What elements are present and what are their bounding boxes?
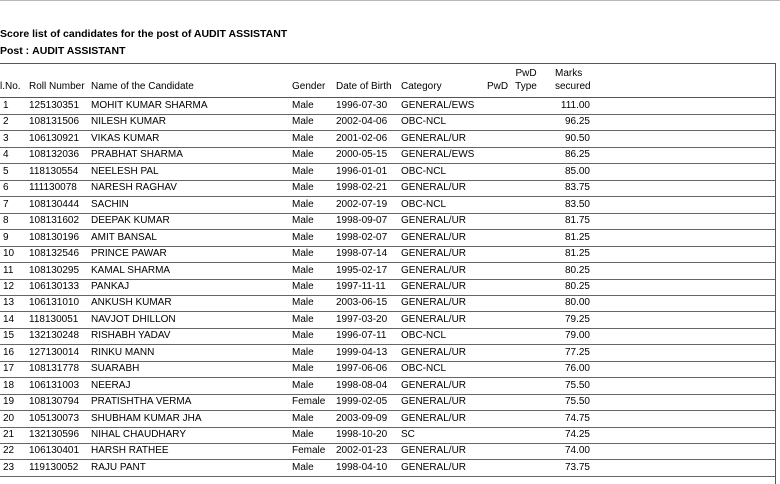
cell-marks: 75.50 bbox=[564, 396, 590, 408]
cell-category: GENERAL/UR bbox=[401, 346, 467, 358]
table-row bbox=[0, 427, 775, 444]
cell-gender: Male bbox=[292, 116, 314, 128]
cell-roll-number: 106131003 bbox=[29, 379, 80, 391]
cell-marks: 96.25 bbox=[564, 116, 590, 128]
table-row bbox=[0, 328, 775, 345]
document-title: Score list of candidates for the post of AUDIT ASSISTANT bbox=[0, 28, 288, 40]
cell-gender: Male bbox=[292, 231, 314, 243]
cell-marks: 81.25 bbox=[564, 248, 590, 260]
header-candidate-name: Name of the Candidate bbox=[91, 81, 194, 92]
cell-marks: 86.25 bbox=[564, 149, 590, 161]
cell-candidate-name: RAJU PANT bbox=[91, 461, 146, 473]
cell-gender: Male bbox=[292, 330, 314, 342]
cell-marks: 76.00 bbox=[564, 363, 590, 375]
table-row bbox=[0, 411, 775, 428]
cell-gender: Male bbox=[292, 461, 314, 473]
cell-sno: 5 bbox=[3, 165, 9, 177]
table-row bbox=[0, 295, 775, 312]
cell-sno: 23 bbox=[3, 461, 15, 473]
cell-category: OBC-NCL bbox=[401, 198, 447, 210]
cell-sno: 19 bbox=[3, 396, 15, 408]
cell-gender: Male bbox=[292, 100, 314, 111]
table-header bbox=[0, 64, 775, 98]
cell-date-of-birth: 2002-07-19 bbox=[336, 198, 388, 210]
cell-sno: 12 bbox=[3, 280, 15, 292]
cell-gender: Male bbox=[292, 297, 314, 309]
cell-roll-number: 105130073 bbox=[29, 412, 80, 424]
cell-marks: 73.75 bbox=[564, 461, 590, 473]
cell-category: GENERAL/UR bbox=[401, 132, 467, 144]
cell-category: OBC-NCL bbox=[401, 116, 447, 128]
page-top-rule bbox=[0, 0, 780, 1]
cell-sno: 13 bbox=[3, 297, 15, 309]
cell-candidate-name: KAMAL SHARMA bbox=[91, 264, 171, 276]
cell-sno: 9 bbox=[3, 231, 9, 243]
cell-marks: 74.25 bbox=[564, 429, 590, 440]
cell-date-of-birth: 1998-09-07 bbox=[336, 215, 388, 227]
cell-gender: Male bbox=[292, 165, 314, 177]
cell-gender: Male bbox=[292, 346, 314, 358]
header-date-of-birth: Date of Birth bbox=[336, 81, 392, 92]
cell-marks: 90.50 bbox=[564, 132, 590, 144]
cell-date-of-birth: 1996-07-11 bbox=[336, 330, 387, 342]
cell-date-of-birth: 1997-03-20 bbox=[336, 313, 388, 325]
cell-sno: 18 bbox=[3, 379, 15, 391]
cell-date-of-birth: 1998-10-20 bbox=[336, 429, 388, 440]
cell-date-of-birth: 1996-07-30 bbox=[336, 100, 388, 111]
cell-candidate-name: VIKAS KUMAR bbox=[91, 132, 160, 144]
cell-roll-number: 108132036 bbox=[29, 149, 80, 161]
cell-sno: 11 bbox=[3, 264, 14, 276]
header-pwd-type-line2: Type bbox=[515, 81, 537, 92]
cell-marks: 111.00 bbox=[560, 100, 590, 111]
cell-candidate-name: MOHIT KUMAR SHARMA bbox=[91, 100, 208, 111]
cell-category: GENERAL/UR bbox=[401, 412, 467, 424]
table-row bbox=[0, 164, 775, 181]
cell-roll-number: 108131602 bbox=[29, 215, 80, 227]
cell-gender: Male bbox=[292, 215, 314, 227]
cell-sno: 3 bbox=[3, 132, 9, 144]
cell-date-of-birth: 1998-08-04 bbox=[336, 379, 388, 391]
cell-date-of-birth: 1996-01-01 bbox=[336, 165, 388, 177]
post-value: AUDIT ASSISTANT bbox=[32, 45, 126, 57]
cell-category: GENERAL/UR bbox=[401, 248, 467, 260]
cell-sno: 1 bbox=[3, 100, 9, 111]
cell-candidate-name: HARSH RATHEE bbox=[91, 445, 169, 457]
cell-category: GENERAL/UR bbox=[401, 445, 467, 457]
cell-date-of-birth: 2002-01-23 bbox=[336, 445, 388, 457]
cell-roll-number: 106131010 bbox=[29, 297, 80, 309]
cell-gender: Female bbox=[292, 445, 326, 457]
cell-roll-number: 118130051 bbox=[29, 313, 79, 325]
header-sno: l.No. bbox=[0, 81, 21, 92]
cell-sno: 20 bbox=[3, 412, 15, 424]
cell-category: GENERAL/UR bbox=[401, 280, 467, 292]
cell-candidate-name: NEELESH PAL bbox=[91, 165, 159, 177]
cell-date-of-birth: 1999-02-05 bbox=[336, 396, 388, 408]
cell-category: SC bbox=[401, 429, 415, 440]
table-row bbox=[0, 131, 775, 148]
score-table bbox=[0, 63, 776, 484]
cell-candidate-name: NILESH KUMAR bbox=[91, 116, 167, 128]
cell-category: GENERAL/UR bbox=[401, 396, 467, 408]
cell-candidate-name: NEERAJ bbox=[91, 379, 131, 391]
cell-roll-number: 111130078 bbox=[29, 182, 77, 194]
cell-roll-number: 108130196 bbox=[29, 231, 80, 243]
table-row bbox=[0, 98, 775, 115]
cell-category: GENERAL/UR bbox=[401, 264, 467, 276]
cell-date-of-birth: 2003-09-09 bbox=[336, 412, 388, 424]
table-row bbox=[0, 147, 775, 164]
cell-marks: 83.50 bbox=[564, 198, 590, 210]
cell-roll-number: 106130133 bbox=[29, 280, 80, 292]
cell-category: GENERAL/UR bbox=[401, 461, 467, 473]
post-line bbox=[0, 45, 126, 57]
cell-gender: Male bbox=[292, 363, 314, 375]
cell-sno: 6 bbox=[3, 182, 9, 194]
cell-candidate-name: PANKAJ bbox=[91, 280, 130, 292]
cell-marks: 79.00 bbox=[564, 330, 590, 342]
table-row bbox=[0, 460, 775, 477]
cell-candidate-name: NARESH RAGHAV bbox=[91, 182, 177, 194]
table-row bbox=[0, 263, 775, 280]
table-row bbox=[0, 246, 775, 263]
cell-category: GENERAL/EWS bbox=[401, 149, 475, 161]
cell-gender: Male bbox=[292, 280, 314, 292]
cell-sno: 16 bbox=[3, 346, 15, 358]
cell-marks: 80.25 bbox=[564, 280, 590, 292]
cell-marks: 80.25 bbox=[564, 264, 590, 276]
cell-category: GENERAL/UR bbox=[401, 297, 467, 309]
header-category: Category bbox=[401, 81, 442, 92]
cell-date-of-birth: 1998-02-21 bbox=[336, 182, 388, 194]
table-row bbox=[0, 114, 775, 131]
table-row bbox=[0, 213, 775, 230]
cell-marks: 83.75 bbox=[564, 182, 590, 194]
table-row bbox=[0, 312, 775, 329]
cell-date-of-birth: 1998-02-07 bbox=[336, 231, 388, 243]
cell-marks: 77.25 bbox=[564, 346, 590, 358]
cell-candidate-name: NAVJOT DHILLON bbox=[91, 313, 176, 325]
cell-marks: 81.75 bbox=[564, 215, 590, 227]
cell-candidate-name: PRABHAT SHARMA bbox=[91, 149, 183, 161]
cell-marks: 74.00 bbox=[564, 445, 590, 457]
cell-category: GENERAL/UR bbox=[401, 215, 467, 227]
cell-roll-number: 108130794 bbox=[29, 396, 80, 408]
cell-candidate-name: SACHIN bbox=[91, 198, 129, 210]
cell-roll-number: 106130921 bbox=[29, 132, 80, 144]
cell-category: GENERAL/EWS bbox=[401, 100, 475, 111]
cell-marks: 74.75 bbox=[564, 412, 590, 424]
cell-date-of-birth: 1997-06-06 bbox=[336, 363, 388, 375]
cell-roll-number: 132130248 bbox=[29, 330, 80, 342]
cell-gender: Male bbox=[292, 429, 314, 440]
table-row bbox=[0, 361, 775, 378]
cell-sno: 14 bbox=[3, 313, 15, 325]
cell-candidate-name: AMIT BANSAL bbox=[91, 231, 157, 243]
cell-sno: 15 bbox=[3, 330, 15, 342]
cell-marks: 81.25 bbox=[564, 231, 590, 243]
header-gender: Gender bbox=[292, 81, 326, 92]
header-pwd: PwD bbox=[487, 81, 509, 92]
cell-date-of-birth: 1998-04-10 bbox=[336, 461, 388, 473]
cell-gender: Male bbox=[292, 412, 314, 424]
cell-sno: 4 bbox=[3, 149, 9, 161]
table-row bbox=[0, 378, 775, 395]
cell-gender: Female bbox=[292, 396, 326, 408]
cell-gender: Male bbox=[292, 198, 314, 210]
cell-candidate-name: PRINCE PAWAR bbox=[91, 248, 167, 260]
cell-date-of-birth: 1995-02-17 bbox=[336, 264, 388, 276]
cell-candidate-name: SUARABH bbox=[91, 363, 140, 375]
cell-sno: 21 bbox=[3, 429, 15, 440]
cell-marks: 75.50 bbox=[564, 379, 590, 391]
cell-marks: 79.25 bbox=[564, 313, 590, 325]
cell-roll-number: 108130295 bbox=[29, 264, 80, 276]
cell-date-of-birth: 2000-05-15 bbox=[336, 149, 388, 161]
table-row bbox=[0, 180, 775, 197]
cell-candidate-name: NIHAL CHAUDHARY bbox=[91, 429, 187, 440]
cell-roll-number: 108132546 bbox=[29, 248, 80, 260]
cell-date-of-birth: 1997-11-11 bbox=[336, 280, 386, 292]
cell-marks: 80.00 bbox=[564, 297, 590, 309]
cell-gender: Male bbox=[292, 182, 314, 194]
cell-roll-number: 119130052 bbox=[29, 461, 79, 473]
table-row bbox=[0, 279, 775, 296]
cell-gender: Male bbox=[292, 313, 314, 325]
cell-gender: Male bbox=[292, 379, 314, 391]
cell-gender: Male bbox=[292, 248, 314, 260]
cell-gender: Male bbox=[292, 264, 314, 276]
cell-roll-number: 132130596 bbox=[29, 429, 80, 440]
cell-roll-number: 118130554 bbox=[29, 165, 79, 177]
table-row bbox=[0, 345, 775, 362]
cell-sno: 10 bbox=[3, 248, 15, 260]
header-marks-line2: secured bbox=[555, 81, 591, 92]
cell-roll-number: 108131778 bbox=[29, 363, 80, 375]
header-marks-line1: Marks bbox=[555, 68, 583, 79]
cell-sno: 8 bbox=[3, 215, 9, 227]
cell-category: OBC-NCL bbox=[401, 363, 447, 375]
cell-candidate-name: ANKUSH KUMAR bbox=[91, 297, 172, 309]
cell-roll-number: 127130014 bbox=[29, 346, 80, 358]
cell-sno: 17 bbox=[3, 363, 15, 375]
cell-category: GENERAL/UR bbox=[401, 182, 467, 194]
cell-candidate-name: RINKU MANN bbox=[91, 346, 155, 358]
cell-category: OBC-NCL bbox=[401, 165, 447, 177]
cell-candidate-name: DEEPAK KUMAR bbox=[91, 215, 170, 227]
cell-sno: 22 bbox=[3, 445, 15, 457]
table-row bbox=[0, 394, 775, 411]
cell-gender: Male bbox=[292, 132, 314, 144]
cell-date-of-birth: 1999-04-13 bbox=[336, 346, 388, 358]
cell-category: GENERAL/UR bbox=[401, 313, 467, 325]
cell-gender: Male bbox=[292, 149, 314, 161]
table-row bbox=[0, 197, 775, 214]
cell-category: GENERAL/UR bbox=[401, 231, 467, 243]
cell-candidate-name: SHUBHAM KUMAR JHA bbox=[91, 412, 202, 424]
cell-sno: 7 bbox=[3, 198, 9, 210]
table-row bbox=[0, 230, 775, 247]
cell-roll-number: 125130351 bbox=[29, 100, 80, 111]
cell-category: OBC-NCL bbox=[401, 330, 447, 342]
cell-date-of-birth: 2003-06-15 bbox=[336, 297, 388, 309]
cell-marks: 85.00 bbox=[564, 165, 590, 177]
table-row bbox=[0, 443, 775, 460]
cell-roll-number: 106130401 bbox=[29, 445, 80, 457]
post-label: Post : bbox=[0, 45, 30, 57]
cell-roll-number: 108131506 bbox=[29, 116, 80, 128]
cell-candidate-name: PRATISHTHA VERMA bbox=[91, 396, 192, 408]
cell-date-of-birth: 2001-02-06 bbox=[336, 132, 388, 144]
cell-candidate-name: RISHABH YADAV bbox=[91, 330, 171, 342]
header-pwd-type-line1: PwD bbox=[515, 68, 537, 79]
cell-date-of-birth: 1998-07-14 bbox=[336, 248, 388, 260]
cell-sno: 2 bbox=[3, 116, 9, 128]
cell-roll-number: 108130444 bbox=[29, 198, 80, 210]
cell-date-of-birth: 2002-04-06 bbox=[336, 116, 388, 128]
cell-category: GENERAL/UR bbox=[401, 379, 467, 391]
header-roll-number: Roll Number bbox=[29, 81, 85, 92]
